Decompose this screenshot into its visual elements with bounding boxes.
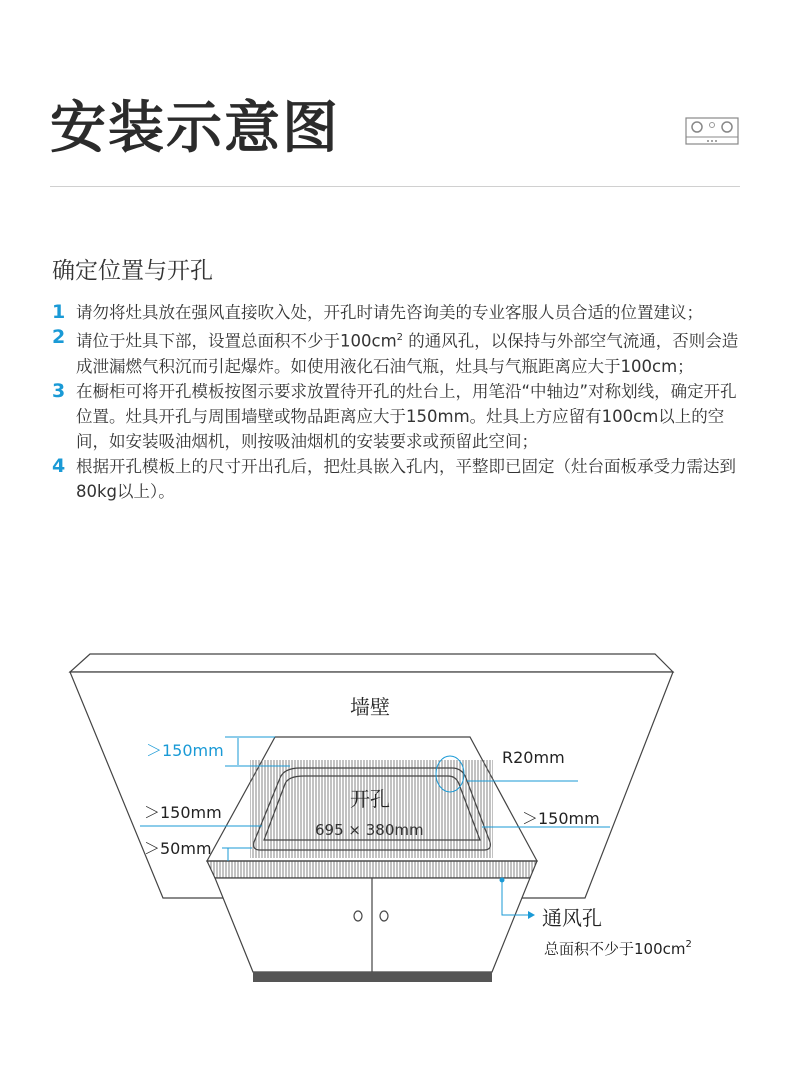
step-text-part: 的通风孔，以保持与外部空气流通，否则会造成泄漏燃气积沉而引起爆炸。如使用液化石油气瓶，灶具与气瓶距离应大于100cm； [76, 331, 739, 376]
step-number: 2 [52, 326, 66, 348]
step-text: 根据开孔模板上的尺寸开出孔后，把灶具嵌入孔内，平整即已固定（灶台面板承受力需达到80kg以上）。 [76, 456, 736, 501]
list-item [52, 454, 752, 504]
step-text-part: 请位于灶具下部，设置总面积不少于100cm [76, 331, 397, 351]
step-text: 在橱柜可将开孔模板按图示要求放置待开孔的灶台上，用笔沿“中轴边”对称划线，确定开孔位置。灶具开孔与周围墙壁或物品距离应大于150mm。灶具上方应留有100cm以上的空间，如安装吸油烟机，则按吸油烟机的安装要求或预留此空间； [76, 381, 737, 451]
left-gap-label: ＞150mm [144, 803, 222, 822]
wall-label: 墙壁 [350, 695, 390, 719]
radius-label: R20mm [502, 748, 565, 767]
vent-area-text: 总面积不少于100cm [544, 940, 686, 958]
counter-front [207, 861, 537, 878]
front-gap-label: ＞50mm [144, 839, 212, 858]
gas-stove-icon [685, 117, 739, 145]
list-item [52, 379, 752, 454]
vent-label: 通风孔 [542, 906, 602, 930]
step-number: 4 [52, 454, 66, 477]
divider [50, 186, 740, 187]
section-title: 确定位置与开孔 [52, 258, 213, 284]
step-number: 3 [52, 379, 66, 402]
top-gap-label: ＞150mm [146, 741, 224, 760]
hole-label: 开孔 [350, 787, 390, 811]
installation-diagram [0, 640, 790, 1000]
hole-size-label: 695 × 380mm [315, 821, 424, 839]
step-number: 1 [52, 301, 66, 323]
list-item [52, 300, 752, 325]
step-text [76, 325, 752, 379]
step-text: 请勿将灶具放在强风直接吹入处，开孔时请先咨询美的专业客服人员合适的位置建议； [76, 303, 703, 322]
right-gap-label: ＞150mm [522, 809, 600, 828]
list-item [52, 325, 752, 379]
superscript: 2 [396, 332, 404, 343]
vent-area-label [544, 939, 692, 958]
wall-top [70, 654, 673, 672]
steps-list [52, 300, 752, 504]
page-title: 安装示意图 [50, 96, 340, 161]
superscript: 2 [685, 939, 692, 950]
cabinet-base [253, 972, 492, 982]
